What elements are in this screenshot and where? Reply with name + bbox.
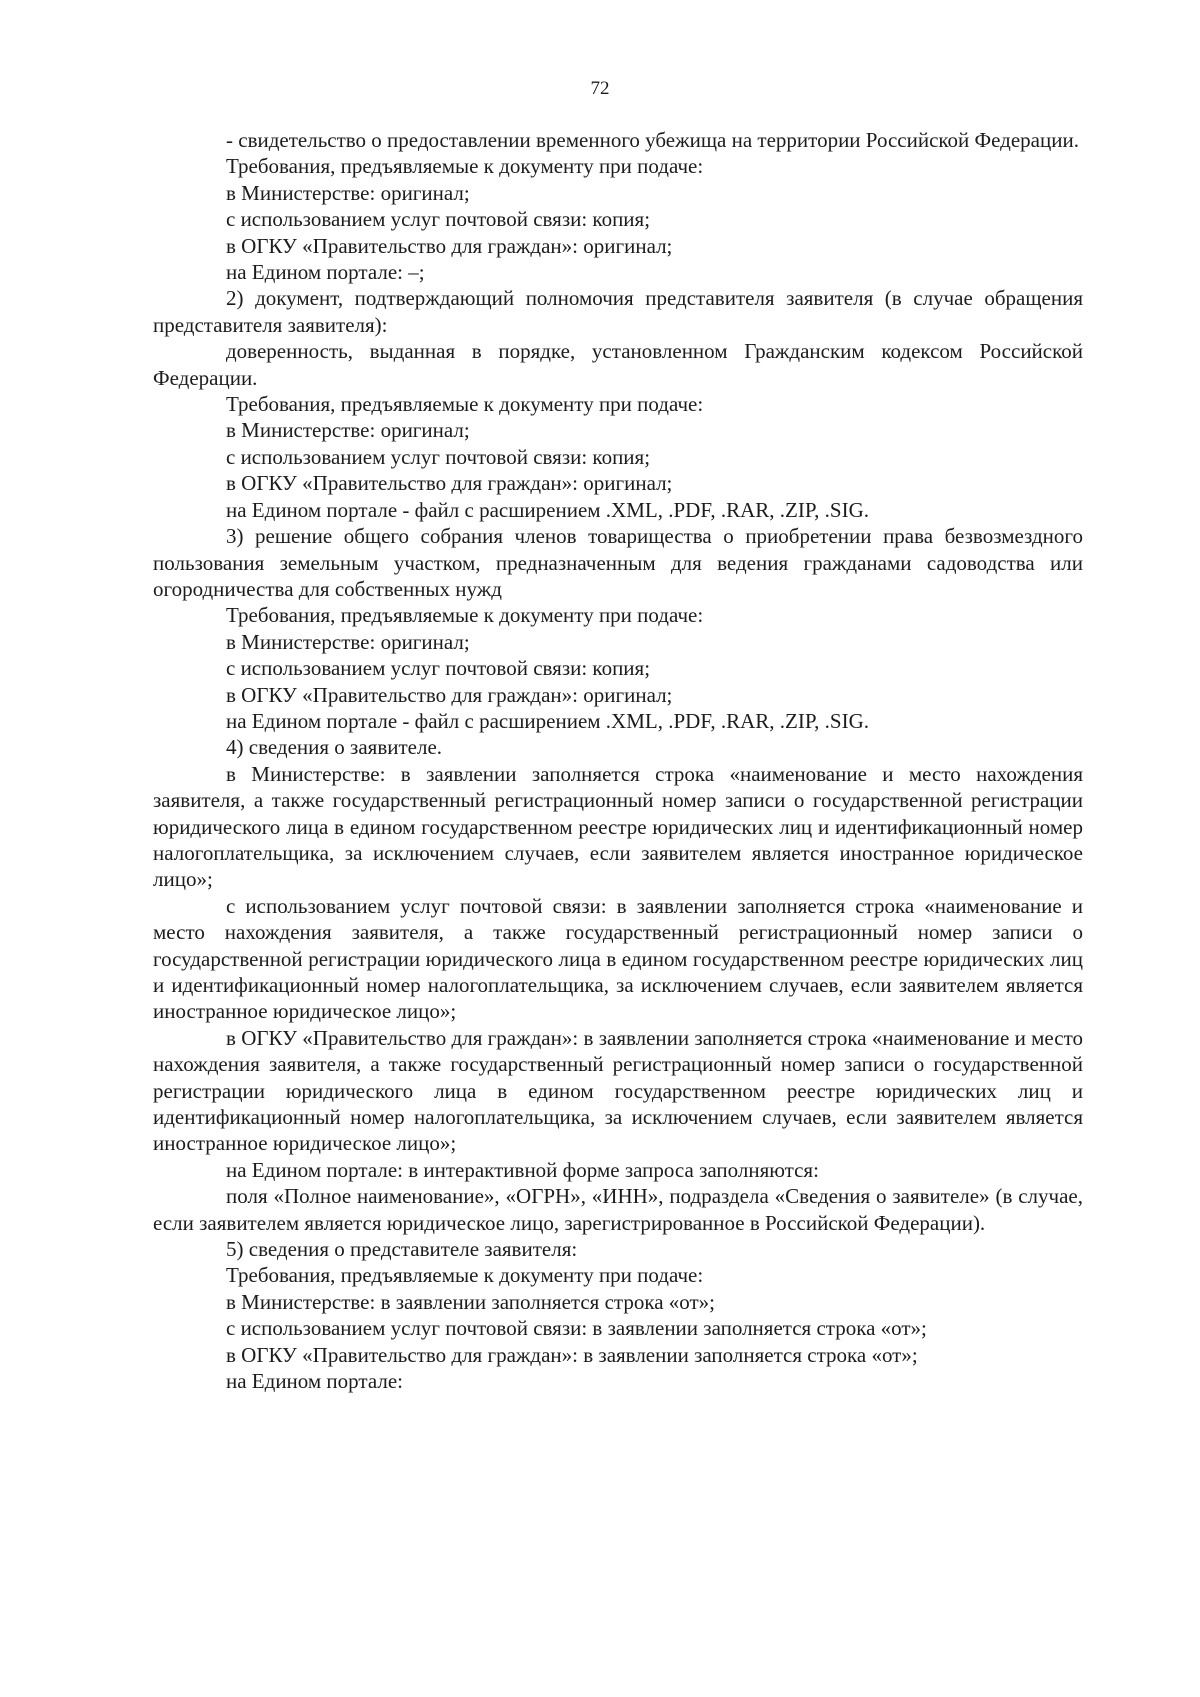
document-body <box>153 127 1083 1395</box>
paragraph: поля «Полное наименование», «ОГРН», «ИНН», подраздела «Сведения о заявителе» (в случае, если заявителем является юридическое лицо, зарегистрированное в Российской Федерации). <box>153 1184 1083 1235</box>
paragraph: в ОГКУ «Правительство для граждан»: в заявлении заполняется строка «наименование и место нахождения заявителя, а также государственный регистрационный номер записи о государственной регистрации юридического лица в едином государственном реестре юридических лиц и идентификационный номер налогоплательщика, за исключением случаев, если заявителем является иностранное юридическое лицо»; <box>153 1025 1083 1156</box>
paragraph: Требования, предъявляемые к документу при подаче: <box>226 392 704 417</box>
paragraph: на Едином портале - файл с расширением .XML, .PDF, .RAR, .ZIP, .SIG. <box>226 708 870 733</box>
paragraph: 2) документ, подтверждающий полномочия представителя заявителя (в случае обращения представителя заявителя): <box>153 286 1083 337</box>
paragraph: Требования, предъявляемые к документу при подаче: <box>226 1263 704 1288</box>
paragraph: в ОГКУ «Правительство для граждан»: оригинал; <box>226 471 673 496</box>
paragraph: с использованием услуг почтовой связи: копия; <box>226 207 651 232</box>
paragraph: доверенность, выданная в порядке, установленном Гражданским кодексом Российской Федерации. <box>153 339 1083 390</box>
paragraph: в ОГКУ «Правительство для граждан»: оригинал; <box>226 682 673 707</box>
paragraph: на Едином портале: –; <box>226 260 425 285</box>
paragraph: в Министерстве: оригинал; <box>226 180 470 205</box>
paragraph: в ОГКУ «Правительство для граждан»: в заявлении заполняется строка «от»; <box>226 1342 918 1367</box>
paragraph: на Едином портале - файл с расширением .XML, .PDF, .RAR, .ZIP, .SIG. <box>226 497 870 522</box>
paragraph: Требования, предъявляемые к документу при подаче: <box>226 154 704 179</box>
paragraph: 3) решение общего собрания членов товарищества о приобретении права безвозмездного пользования земельным участком, предназначенным для ведения гражданами садоводства или огородничества для собственных нужд <box>153 524 1083 601</box>
paragraph: на Едином портале: в интерактивной форме запроса заполняются: <box>226 1157 819 1182</box>
paragraph: 5) сведения о представителе заявителя: <box>226 1237 578 1262</box>
paragraph: с использованием услуг почтовой связи: копия; <box>226 656 651 681</box>
paragraph: в Министерстве: оригинал; <box>226 418 470 443</box>
paragraph: в Министерстве: оригинал; <box>226 629 470 654</box>
paragraph: в Министерстве: в заявлении заполняется строка «от»; <box>226 1289 716 1314</box>
paragraph: - свидетельство о предоставлении временного убежища на территории Российской Федерации. <box>226 128 1079 152</box>
paragraph: в ОГКУ «Правительство для граждан»: оригинал; <box>226 233 673 258</box>
paragraph: с использованием услуг почтовой связи: копия; <box>226 444 651 469</box>
page-number: 72 <box>590 78 610 99</box>
paragraph: на Едином портале: <box>226 1369 403 1394</box>
paragraph: с использованием услуг почтовой связи: в заявлении заполняется строка «от»; <box>226 1316 927 1341</box>
paragraph: с использованием услуг почтовой связи: в заявлении заполняется строка «наименование и место нахождения заявителя, а также государственный регистрационный номер записи о государственной регистрации юридического лица в едином государственном реестре юридических лиц и идентификационный номер налогоплательщика, за исключением случаев, если заявителем является иностранное юридическое лицо»; <box>153 893 1083 1024</box>
paragraph: Требования, предъявляемые к документу при подаче: <box>226 603 704 628</box>
paragraph: в Министерстве: в заявлении заполняется строка «наименование и место нахождения заявителя, а также государственный регистрационный номер записи о государственной регистрации юридического лица в едином государственном реестре юридических лиц и идентификационный номер налогоплательщика, за исключением случаев, если заявителем является иностранное юридическое лицо»; <box>153 761 1083 892</box>
paragraph: 4) сведения о заявителе. <box>226 735 443 760</box>
